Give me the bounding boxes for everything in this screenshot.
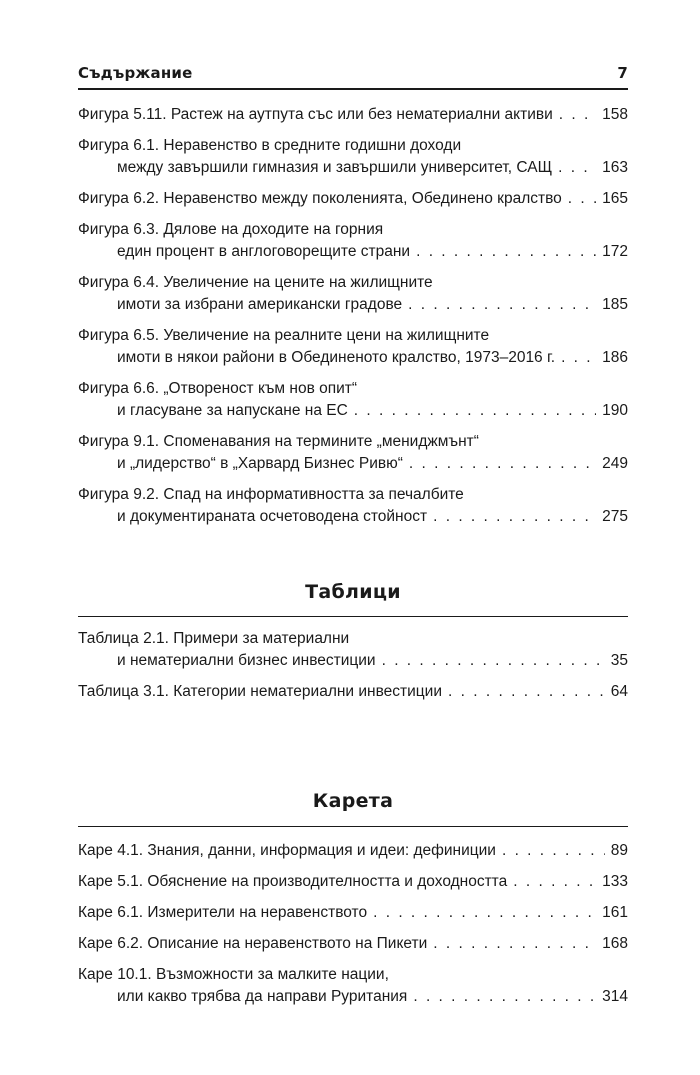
toc-entry-text: един процент в англоговорещите страни <box>117 243 411 260</box>
dot-leader <box>559 104 596 126</box>
toc-entry-text: и документираната осчетоводена стойност <box>117 508 428 525</box>
dot-leader <box>448 681 605 703</box>
toc-entry-line <box>78 347 628 369</box>
toc-entry-line <box>78 933 628 955</box>
toc-entry-text: и нематериални бизнес инвестиции <box>117 652 376 669</box>
boxes-list <box>78 840 628 1017</box>
header-rule <box>78 88 628 90</box>
toc-entry-text: Фигура 6.1. Неравенство в средните годишни доходи <box>78 137 462 154</box>
toc-entry-line <box>78 986 628 1008</box>
toc-entry-line <box>78 157 628 179</box>
header-page-number: 7 <box>617 64 628 82</box>
toc-entry-line <box>78 628 628 650</box>
dot-leader <box>433 506 596 528</box>
toc-entry <box>78 484 628 528</box>
toc-entry <box>78 272 628 316</box>
toc-entry-line <box>78 681 628 703</box>
toc-page-number: 172 <box>602 243 628 260</box>
toc-entry-line <box>78 650 628 672</box>
toc-entry <box>78 135 628 179</box>
dot-leader <box>561 347 596 369</box>
header-title: Съдържание <box>78 64 193 82</box>
tables-list <box>78 628 628 712</box>
dot-leader <box>373 902 596 924</box>
toc-page-number: 89 <box>610 842 628 859</box>
dot-leader <box>408 294 596 316</box>
toc-entry-line <box>78 840 628 862</box>
dot-leader <box>568 188 596 210</box>
toc-page-number: 161 <box>602 904 628 921</box>
dot-leader <box>558 157 596 179</box>
toc-entry-text: Фигура 6.6. „Отвореност към нов опит“ <box>78 380 358 397</box>
toc-page-number: 314 <box>602 988 628 1005</box>
dot-leader <box>433 933 596 955</box>
toc-entry-text: Фигура 6.3. Дялове на доходите на горния <box>78 221 384 238</box>
tables-heading: Таблици <box>305 581 401 603</box>
toc-entry <box>78 104 628 126</box>
toc-entry-line <box>78 378 628 400</box>
toc-entry-text: Таблица 3.1. Категории нематериални инвестиции <box>78 683 443 700</box>
toc-entry <box>78 902 628 924</box>
toc-entry-line <box>78 964 628 986</box>
toc-entry-line <box>78 871 628 893</box>
toc-page-number: 133 <box>602 873 628 890</box>
toc-entry-text: Фигура 6.2. Неравенство между поколенията, Обединено кралство <box>78 190 562 207</box>
toc-entry-line <box>78 135 628 157</box>
toc-entry-line <box>78 272 628 294</box>
toc-entry-text: Фигура 9.2. Спад на информативността за печалбите <box>78 486 464 503</box>
toc-entry-text: и гласуване за напускане на ЕС <box>117 402 348 419</box>
toc-entry <box>78 681 628 703</box>
toc-entry-text: Каре 6.2. Описание на неравенството на Пикети <box>78 935 428 952</box>
toc-entry-text: Каре 5.1. Обяснение на производителността и доходността <box>78 873 508 890</box>
toc-page-number: 163 <box>602 159 628 176</box>
toc-entry <box>78 933 628 955</box>
toc-entry-line <box>78 506 628 528</box>
toc-entry-line <box>78 104 628 126</box>
toc-entry <box>78 378 628 422</box>
tables-rule <box>78 616 628 617</box>
toc-page-number: 168 <box>602 935 628 952</box>
toc-entry-line <box>78 400 628 422</box>
dot-leader <box>416 241 596 263</box>
toc-entry-text: имоти в някои райони в Обединеното кралство, 1973–2016 г. <box>117 349 556 366</box>
dot-leader <box>502 840 605 862</box>
toc-entry-line <box>78 325 628 347</box>
toc-page-number: 35 <box>610 652 628 669</box>
toc-entry-text: Фигура 6.4. Увеличение на цените на жилищните <box>78 274 433 291</box>
toc-entry-line <box>78 484 628 506</box>
toc-entry-text: между завършили гимназия и завършили университет, САЩ <box>117 159 553 176</box>
toc-entry <box>78 871 628 893</box>
toc-entry-line <box>78 453 628 475</box>
toc-entry-line <box>78 188 628 210</box>
toc-page-number: 158 <box>602 106 628 123</box>
toc-entry-text: имоти за избрани американски градове <box>117 296 403 313</box>
toc-entry-line <box>78 294 628 316</box>
boxes-heading: Карета <box>312 790 394 812</box>
toc-entry-line <box>78 431 628 453</box>
toc-entry-text: Каре 10.1. Възможности за малките нации, <box>78 966 389 983</box>
dot-leader <box>409 453 596 475</box>
toc-entry <box>78 188 628 210</box>
toc-entry <box>78 325 628 369</box>
toc-entry-text: Таблица 2.1. Примери за материални <box>78 630 350 647</box>
dot-leader <box>513 871 596 893</box>
toc-entry-line <box>78 902 628 924</box>
toc-entry-line <box>78 241 628 263</box>
figures-list <box>78 104 628 537</box>
toc-entry-line <box>78 219 628 241</box>
toc-page-number: 249 <box>602 455 628 472</box>
toc-entry-text: Каре 6.1. Измерители на неравенството <box>78 904 368 921</box>
toc-entry-text: Каре 4.1. Знания, данни, информация и идеи: дефиниции <box>78 842 496 859</box>
toc-page-number: 190 <box>602 402 628 419</box>
toc-entry-text: Фигура 5.11. Растеж на аутпута със или без нематериални активи <box>78 106 553 123</box>
toc-page-number: 64 <box>610 683 628 700</box>
toc-entry <box>78 840 628 862</box>
toc-entry <box>78 964 628 1008</box>
toc-entry-text: Фигура 9.1. Споменавания на термините „мениджмънт“ <box>78 433 479 450</box>
toc-page-number: 275 <box>602 508 628 525</box>
toc-page-number: 186 <box>602 349 628 366</box>
toc-entry-text: Фигура 6.5. Увеличение на реалните цени на жилищните <box>78 327 490 344</box>
toc-page-number: 165 <box>602 190 628 207</box>
dot-leader <box>354 400 596 422</box>
toc-page-number: 185 <box>602 296 628 313</box>
toc-entry <box>78 219 628 263</box>
dot-leader <box>413 986 596 1008</box>
toc-entry-text: и „лидерство“ в „Харвард Бизнес Ривю“ <box>117 455 403 472</box>
boxes-rule <box>78 826 628 827</box>
toc-entry <box>78 431 628 475</box>
toc-entry-text: или какво трябва да направи Руритания <box>117 988 408 1005</box>
running-header <box>78 60 628 86</box>
toc-entry <box>78 628 628 672</box>
dot-leader <box>382 650 605 672</box>
